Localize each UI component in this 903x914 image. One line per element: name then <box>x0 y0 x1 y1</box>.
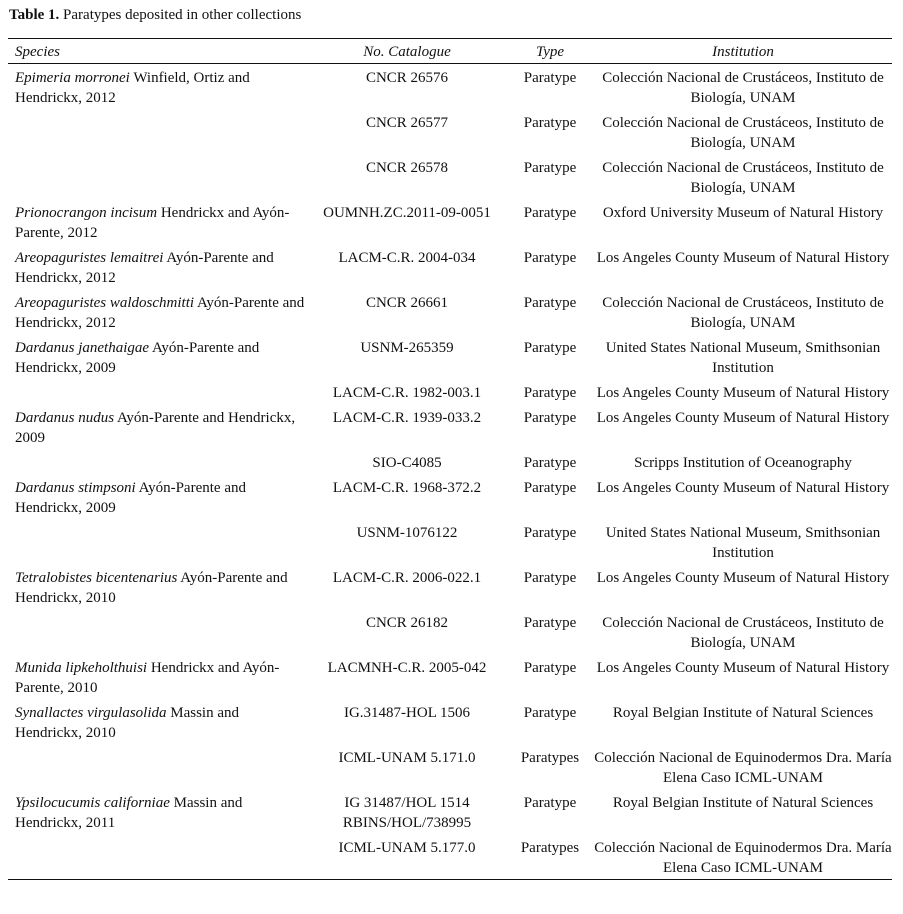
cell-type: Paratype <box>523 455 577 471</box>
cell-species <box>8 654 308 699</box>
cell-species <box>8 519 308 564</box>
cell-institution: Scripps Institution of Oceanography <box>634 455 852 471</box>
cell-institution: Los Angeles County Museum of Natural History <box>596 480 890 496</box>
cell-type: Paratype <box>523 385 577 401</box>
cell-species <box>8 109 308 154</box>
cell-institution: United States National Museum, Smithsonian Institution <box>605 525 881 561</box>
cell-catalogue: LACM-C.R. 2006-022.1 <box>332 570 482 586</box>
table-row <box>8 64 892 110</box>
cell-type: Paratype <box>523 570 577 586</box>
cell-type: Paratype <box>523 795 577 811</box>
species-authority: Winfield, Ortiz and Hendrickx, 2012 <box>15 70 250 106</box>
cell-catalogue: CNCR 26576 <box>365 70 449 86</box>
cell-species <box>8 64 308 110</box>
cell-institution: Los Angeles County Museum of Natural History <box>596 385 890 401</box>
cell-species <box>8 834 308 880</box>
cell-catalogue: CNCR 26661 <box>365 295 449 311</box>
species-authority: Massin and Hendrickx, 2011 <box>15 795 243 831</box>
table-caption-text: Paratypes deposited in other collections <box>59 7 302 23</box>
cell-institution: Colección Nacional de Equinodermos Dra. María Elena Caso ICML-UNAM <box>594 750 892 786</box>
species-authority: Massin and Hendrickx, 2010 <box>15 705 240 741</box>
species-name: Dardanus stimpsoni <box>15 480 136 496</box>
header-row <box>8 39 892 64</box>
cell-species <box>8 154 308 199</box>
cell-species <box>8 334 308 379</box>
cell-species <box>8 404 308 449</box>
table-row <box>8 244 892 289</box>
cell-institution: Los Angeles County Museum of Natural History <box>596 250 890 266</box>
cell-catalogue: OUMNH.ZC.2011-09-0051 <box>323 205 491 221</box>
cell-institution: United States National Museum, Smithsonian Institution <box>605 340 881 376</box>
species-authority: Hendrickx and Ayón-Parente, 2012 <box>15 205 290 241</box>
table-row <box>8 334 892 379</box>
table-row <box>8 474 892 519</box>
cell-type: Paratype <box>523 160 577 176</box>
cell-institution: Oxford University Museum of Natural History <box>602 205 884 221</box>
cell-species <box>8 789 308 834</box>
species-authority: Ayón-Parente and Hendrickx, 2012 <box>15 295 305 331</box>
table-row <box>8 789 892 834</box>
cell-catalogue: CNCR 26578 <box>365 160 449 176</box>
cell-type: Paratype <box>523 660 577 676</box>
cell-institution: Colección Nacional de Equinodermos Dra. María Elena Caso ICML-UNAM <box>594 840 892 876</box>
cell-institution: Royal Belgian Institute of Natural Sciences <box>612 795 874 811</box>
species-name: Dardanus janethaigae <box>15 340 150 356</box>
cell-species <box>8 379 308 404</box>
cell-institution: Colección Nacional de Crustáceos, Instituto de Biología, UNAM <box>602 70 884 106</box>
cell-species <box>8 744 308 789</box>
cell-catalogue: IG 31487/HOL 1514 RBINS/HOL/738995 <box>342 795 472 831</box>
cell-type: Paratype <box>523 615 577 631</box>
header-institution: Institution <box>712 44 774 60</box>
cell-species <box>8 609 308 654</box>
cell-species <box>8 244 308 289</box>
table-row <box>8 654 892 699</box>
cell-catalogue: ICML-UNAM 5.171.0 <box>338 750 476 766</box>
species-name: Areopaguristes lemaitrei <box>15 250 164 266</box>
cell-type: Paratype <box>523 250 577 266</box>
cell-type: Paratype <box>523 340 577 356</box>
species-name: Prionocrangon incisum <box>15 205 158 221</box>
species-name: Ypsilocucumis californiae <box>15 795 170 811</box>
cell-institution: Los Angeles County Museum of Natural History <box>596 570 890 586</box>
cell-institution: Colección Nacional de Crustáceos, Instituto de Biología, UNAM <box>602 160 884 196</box>
cell-institution: Colección Nacional de Crustáceos, Instituto de Biología, UNAM <box>602 115 884 151</box>
cell-type: Paratype <box>523 525 577 541</box>
species-name: Synallactes virgulasolida <box>15 705 167 721</box>
table-row <box>8 379 892 404</box>
table-row <box>8 289 892 334</box>
species-authority: Hendrickx and Ayón-Parente, 2010 <box>15 660 280 696</box>
cell-catalogue: CNCR 26182 <box>365 615 449 631</box>
table-row <box>8 699 892 744</box>
cell-type: Paratypes <box>520 840 580 856</box>
table-caption-label: Table 1. <box>9 7 60 23</box>
table-row <box>8 834 892 880</box>
species-authority: Ayón-Parente and Hendrickx, 2012 <box>15 250 274 286</box>
cell-type: Paratype <box>523 410 577 426</box>
cell-type: Paratype <box>523 115 577 131</box>
cell-catalogue: IG.31487-HOL 1506 <box>343 705 471 721</box>
table-row <box>8 109 892 154</box>
cell-catalogue: CNCR 26577 <box>365 115 449 131</box>
cell-type: Paratype <box>523 295 577 311</box>
paratypes-table <box>8 38 892 880</box>
cell-species <box>8 474 308 519</box>
species-authority: Ayón-Parente and Hendrickx, 2009 <box>15 410 296 446</box>
species-authority: Ayón-Parente and Hendrickx, 2009 <box>15 340 260 376</box>
cell-catalogue: ICML-UNAM 5.177.0 <box>338 840 476 856</box>
cell-institution: Los Angeles County Museum of Natural History <box>596 660 890 676</box>
cell-catalogue: LACMNH-C.R. 2005-042 <box>327 660 487 676</box>
table-caption <box>9 6 301 24</box>
cell-catalogue: USNM-1076122 <box>356 525 458 541</box>
table-body <box>8 64 892 880</box>
header-catalogue: No. Catalogue <box>363 44 451 60</box>
cell-catalogue: SIO-C4085 <box>372 455 442 471</box>
table-row <box>8 519 892 564</box>
table-row <box>8 154 892 199</box>
table-row <box>8 564 892 609</box>
table-row <box>8 609 892 654</box>
cell-catalogue: LACM-C.R. 1982-003.1 <box>332 385 482 401</box>
cell-type: Paratype <box>523 480 577 496</box>
cell-species <box>8 289 308 334</box>
species-authority: Ayón-Parente and Hendrickx, 2009 <box>15 480 246 516</box>
species-authority: Ayón-Parente and Hendrickx, 2010 <box>15 570 288 606</box>
table-row <box>8 744 892 789</box>
cell-catalogue: LACM-C.R. 1939-033.2 <box>332 410 482 426</box>
cell-species <box>8 564 308 609</box>
cell-species <box>8 449 308 474</box>
cell-institution: Los Angeles County Museum of Natural History <box>596 410 890 426</box>
cell-catalogue: LACM-C.R. 2004-034 <box>338 250 476 266</box>
cell-catalogue: LACM-C.R. 1968-372.2 <box>332 480 482 496</box>
cell-catalogue: USNM-265359 <box>360 340 454 356</box>
header-type: Type <box>535 44 565 60</box>
table-row <box>8 404 892 449</box>
species-name: Tetralobistes bicentenarius <box>15 570 178 586</box>
cell-type: Paratype <box>523 70 577 86</box>
table-header <box>8 39 892 64</box>
cell-type: Paratype <box>523 705 577 721</box>
species-name: Epimeria morronei <box>15 70 130 86</box>
cell-type: Paratypes <box>520 750 580 766</box>
cell-institution: Royal Belgian Institute of Natural Sciences <box>612 705 874 721</box>
cell-institution: Colección Nacional de Crustáceos, Instituto de Biología, UNAM <box>602 615 884 651</box>
species-name: Munida lipkeholthuisi <box>15 660 148 676</box>
cell-species <box>8 199 308 244</box>
species-name: Dardanus nudus <box>15 410 115 426</box>
cell-type: Paratype <box>523 205 577 221</box>
table-row <box>8 199 892 244</box>
cell-institution: Colección Nacional de Crustáceos, Instituto de Biología, UNAM <box>602 295 884 331</box>
species-name: Areopaguristes waldoschmitti <box>15 295 195 311</box>
table-row <box>8 449 892 474</box>
header-species: Species <box>15 44 60 60</box>
cell-species <box>8 699 308 744</box>
